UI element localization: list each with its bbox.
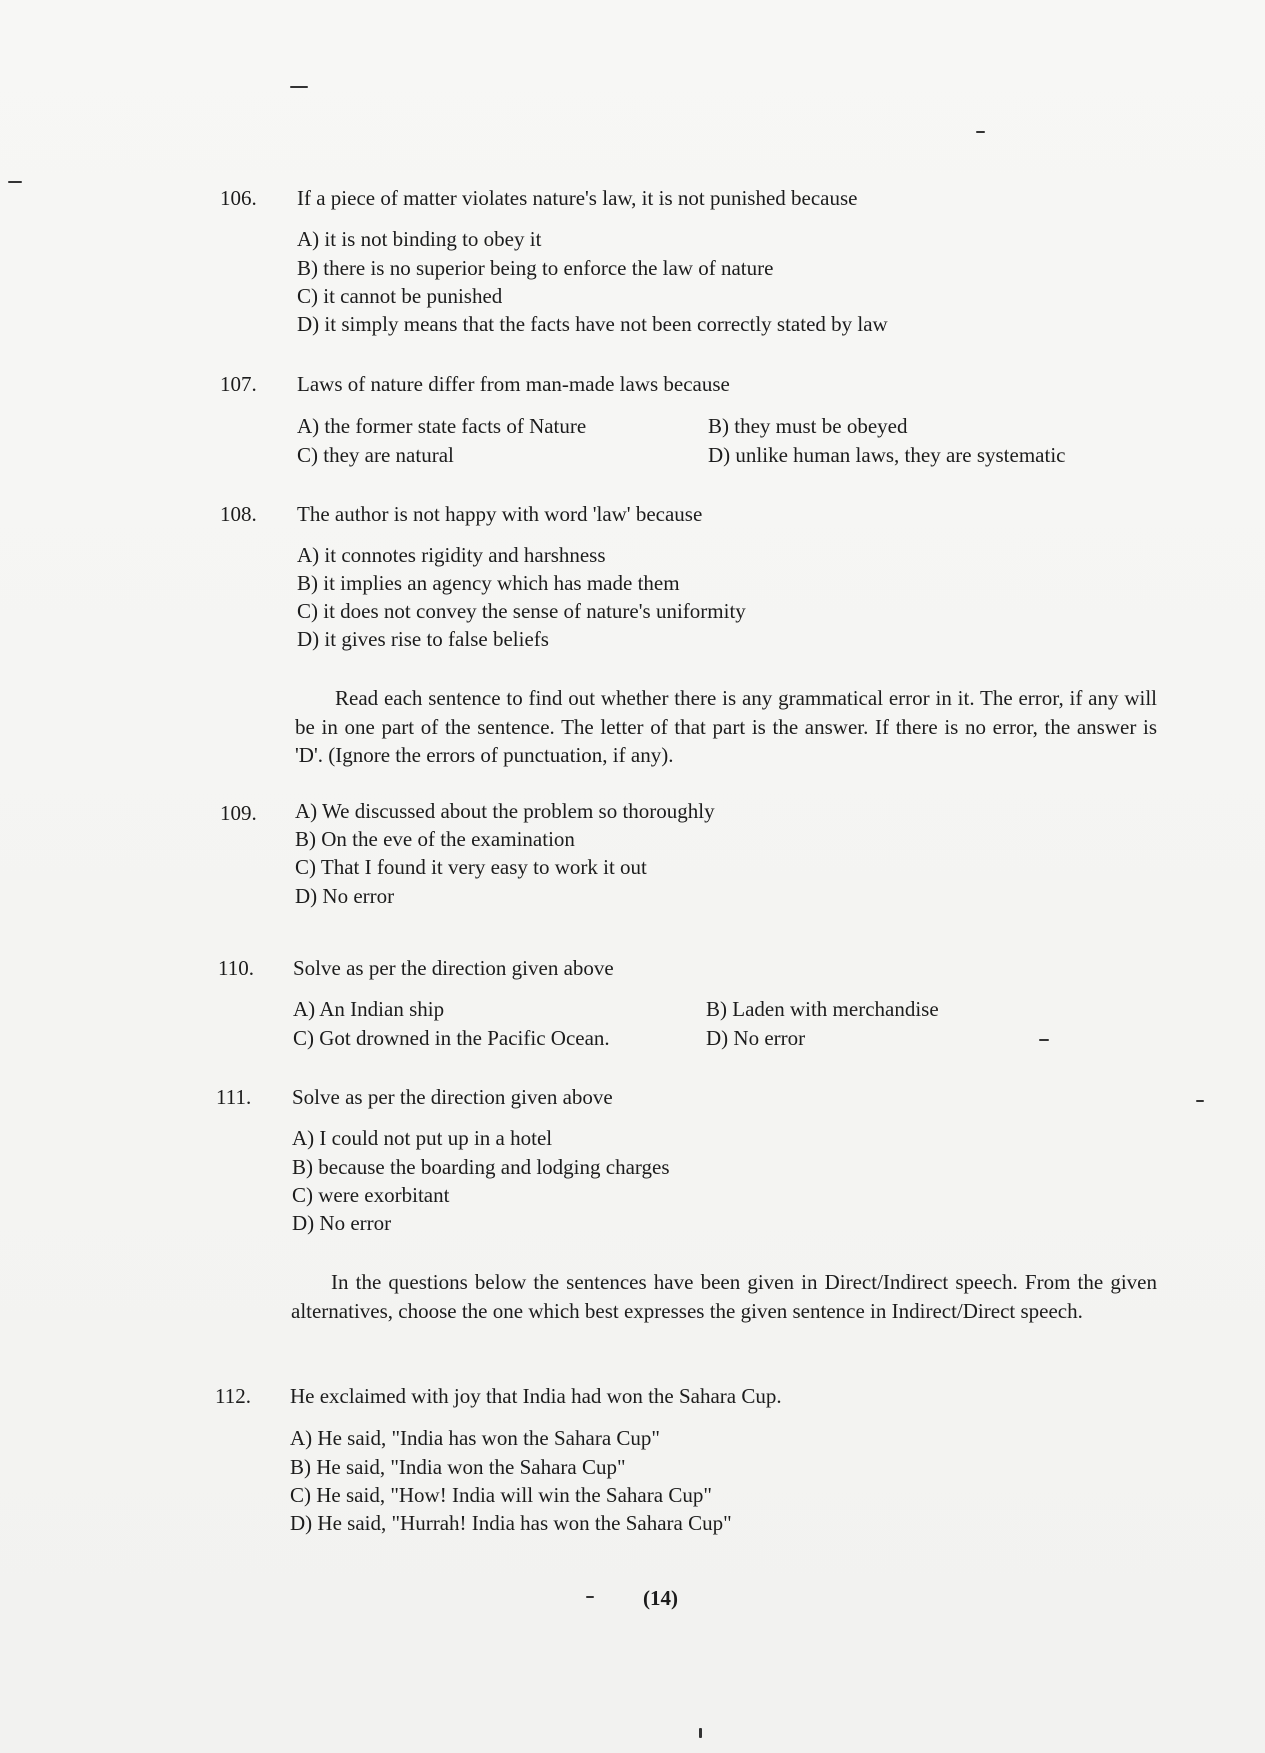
scan-speck bbox=[1039, 1039, 1049, 1041]
question-text: The author is not happy with word 'law' because bbox=[297, 502, 703, 526]
question-number: 111. bbox=[216, 1085, 252, 1109]
scan-speck bbox=[976, 131, 985, 133]
option-d: D) No error bbox=[706, 1026, 806, 1050]
option-b: B) Laden with merchandise bbox=[706, 997, 939, 1021]
option-a: A) the former state facts of Nature bbox=[297, 414, 587, 438]
question-text: He exclaimed with joy that India had won the Sahara Cup. bbox=[290, 1384, 782, 1408]
option-a: A) I could not put up in a hotel bbox=[292, 1126, 553, 1150]
option-c: C) it cannot be punished bbox=[297, 284, 503, 308]
option-c: C) were exorbitant bbox=[292, 1183, 450, 1207]
instruction-speech: In the questions below the sentences have been given in Direct/Indirect speech. From the given alternatives, choose the one which best expresses the given sentence in Indirect/Direct speech. bbox=[291, 1270, 1157, 1323]
option-c: C) That I found it very easy to work it out bbox=[295, 855, 647, 879]
option-c: C) Got drowned in the Pacific Ocean. bbox=[293, 1026, 610, 1050]
question-text: Solve as per the direction given above bbox=[292, 1085, 613, 1109]
question-number: 106. bbox=[220, 186, 257, 210]
question-number: 110. bbox=[218, 956, 254, 980]
option-c: C) they are natural bbox=[297, 443, 454, 467]
option-d: D) it gives rise to false beliefs bbox=[297, 627, 549, 651]
scan-speck bbox=[586, 1596, 594, 1598]
option-b: B) there is no superior being to enforce the law of nature bbox=[297, 256, 774, 280]
scan-speck bbox=[290, 86, 308, 88]
option-a: A) An Indian ship bbox=[293, 997, 445, 1021]
option-a: A) it connotes rigidity and harshness bbox=[297, 543, 606, 567]
question-text: Solve as per the direction given above bbox=[293, 956, 614, 980]
scan-speck bbox=[1196, 1100, 1204, 1102]
question-number: 109. bbox=[220, 801, 257, 825]
option-a: A) We discussed about the problem so thoroughly bbox=[295, 799, 715, 823]
option-b: B) He said, "India won the Sahara Cup" bbox=[290, 1455, 626, 1479]
option-d: D) it simply means that the facts have not been correctly stated by law bbox=[297, 312, 888, 336]
option-c: C) He said, "How! India will win the Sahara Cup" bbox=[290, 1483, 712, 1507]
option-a: A) it is not binding to obey it bbox=[297, 227, 542, 251]
option-a: A) He said, "India has won the Sahara Cup" bbox=[290, 1426, 660, 1450]
option-b: B) because the boarding and lodging charges bbox=[292, 1155, 670, 1179]
question-number: 108. bbox=[220, 502, 257, 526]
option-d: D) He said, "Hurrah! India has won the Sahara Cup" bbox=[290, 1511, 732, 1535]
option-d: D) No error bbox=[295, 884, 395, 908]
option-b: B) it implies an agency which has made them bbox=[297, 571, 680, 595]
option-b: B) On the eve of the examination bbox=[295, 827, 575, 851]
option-d: D) unlike human laws, they are systematic bbox=[708, 443, 1066, 467]
option-b: B) they must be obeyed bbox=[708, 414, 908, 438]
question-text: If a piece of matter violates nature's law, it is not punished because bbox=[297, 186, 858, 210]
instruction-error-spotting: Read each sentence to find out whether there is any grammatical error in it. The error, if any will be in one part of the sentence. The letter of that part is the answer. If there is no error, the answer is 'D'. (Ignore the errors of punctuation, if any). bbox=[295, 686, 1157, 767]
question-number: 107. bbox=[220, 372, 257, 396]
option-c: C) it does not convey the sense of nature's uniformity bbox=[297, 599, 746, 623]
question-text: Laws of nature differ from man-made laws because bbox=[297, 372, 730, 396]
scan-speck bbox=[8, 181, 22, 183]
option-d: D) No error bbox=[292, 1211, 392, 1235]
page-number: (14) bbox=[643, 1586, 678, 1610]
scan-speck bbox=[699, 1728, 702, 1738]
question-number: 112. bbox=[215, 1384, 251, 1408]
